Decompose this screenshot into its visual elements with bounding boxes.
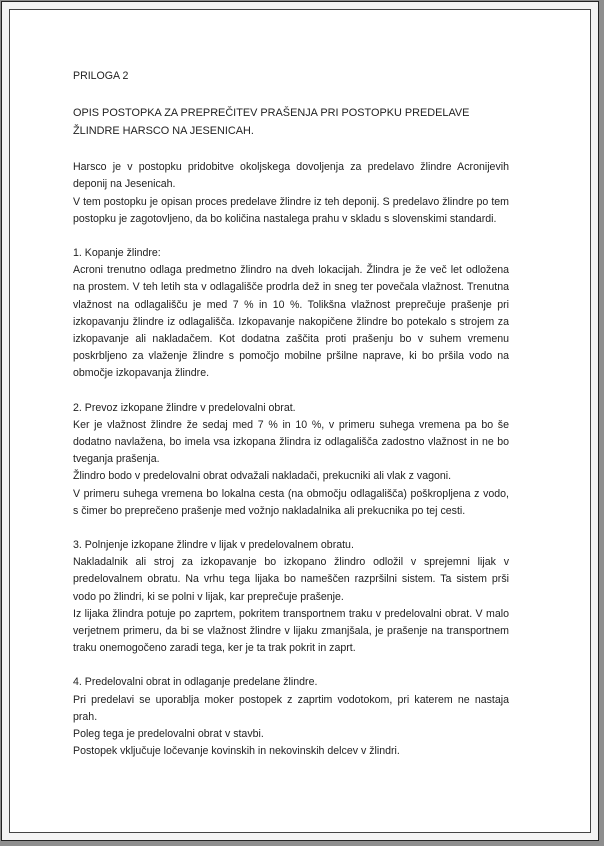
section-paragraph: Nakladalnik ali stroj za izkopavanje bo izkopano žlindro odložil v sprejemni lijak v predelovalnem obratu. Na vrhu tega lijaka bo nameščen razpršilni sistem. Ta sistem prši vodo po žlindri, ki se polni v lijak, kar preprečuje prašenje. xyxy=(73,556,509,603)
intro-paragraph: Harsco je v postopku pridobitve okoljskega dovoljenja za predelavo žlindre Acronijevih deponij na Jesenicah. xyxy=(73,161,509,191)
section-paragraph: Ker je vlažnost žlindre že sedaj med 7 % in 10 %, v primeru suhega vremena pa bo še dodatno navlažena, bo imela vsa izkopana žlindra iz odlagališča zadostno vlažnost in ne bo tveganja prašenja. xyxy=(73,418,509,466)
section-heading: 2. Prevoz izkopane žlindre v predelovalni obrat. xyxy=(73,401,296,414)
section-transport xyxy=(73,400,509,520)
section-heading: 3. Polnjenje izkopane žlindre v lijak v predelovalnem obratu. xyxy=(73,539,354,552)
section-heading: 4. Predelovalni obrat in odlaganje predelane žlindre. xyxy=(73,676,318,689)
section-paragraph: Iz lijaka žlindra potuje po zaprtem, pokritem transportnem traku v predelovalni obrat. V malo verjetnem primeru, da bi se vlažnost žlindre v lijaku zmanjšala, je prašenje na transportnem traku onemogočeno zaradi tega, ker je ta trak pokrit in zaprt. xyxy=(73,607,509,655)
section-paragraph: Poleg tega je predelovalni obrat v stavbi. xyxy=(73,728,264,741)
section-paragraph: Acroni trenutno odlaga predmetno žlindro na dveh lokacijah. Žlindra je že več let odložena na prostem. V teh letih sta v odlagališče prodrla dež in sneg ter povečala vlažnost. Trenutna vlažnost na odlagališču je med 7 % in 10 %. Tolikšna vlažnost preprečuje prašenje pri izkopavanju žlindre iz odlagališča. Izkopavanje nakopičene žlindre bo potekalo s strojem za izkopavanje ali nakladačem. Kot dodatna zaščita proti prašenju bo v suhem vremenu poskrbljeno za vlaženje žlindre s pomočjo mobilne pršilne naprave, ki bo pršila vodo na območje izkopavanja žlindre. xyxy=(73,264,509,380)
section-paragraph: Pri predelavi se uporablja moker postopek z zaprtim vodotokom, pri katerem ne nastaja prah. xyxy=(73,693,509,723)
document-title: OPIS POSTOPKA ZA PREPREČITEV PRAŠENJA PRI POSTOPKU PREDELAVE ŽLINDRE HARSCO NA JESENICAH. xyxy=(73,107,470,137)
document-body xyxy=(73,68,509,778)
intro-paragraph: V tem postopku je opisan proces predelave žlindre iz teh deponij. S predelavo žlindre po tem postopku je zagotovljeno, da bo količina nastalega prahu v skladu s slovenskimi standardi. xyxy=(73,195,509,225)
section-heading: 1. Kopanje žlindre: xyxy=(73,247,161,260)
section-paragraph: Žlindro bodo v predelovalni obrat odvažali nakladači, prekucniki ali vlak z vagoni. xyxy=(73,470,452,483)
section-paragraph: V primeru suhega vremena bo lokalna cesta (na območju odlagališča) poškropljena z vodo, s čimer bo preprečeno prašenje med vožnjo nakladalnika ali prekucnika po tej cesti. xyxy=(73,487,509,517)
annex-label: PRILOGA 2 xyxy=(73,70,129,82)
section-excavation xyxy=(73,245,509,383)
section-paragraph: Postopek vključuje ločevanje kovinskih in nekovinskih delcev v žlindri. xyxy=(73,745,400,758)
section-processing-plant xyxy=(73,674,509,760)
section-hopper-filling xyxy=(73,537,509,657)
